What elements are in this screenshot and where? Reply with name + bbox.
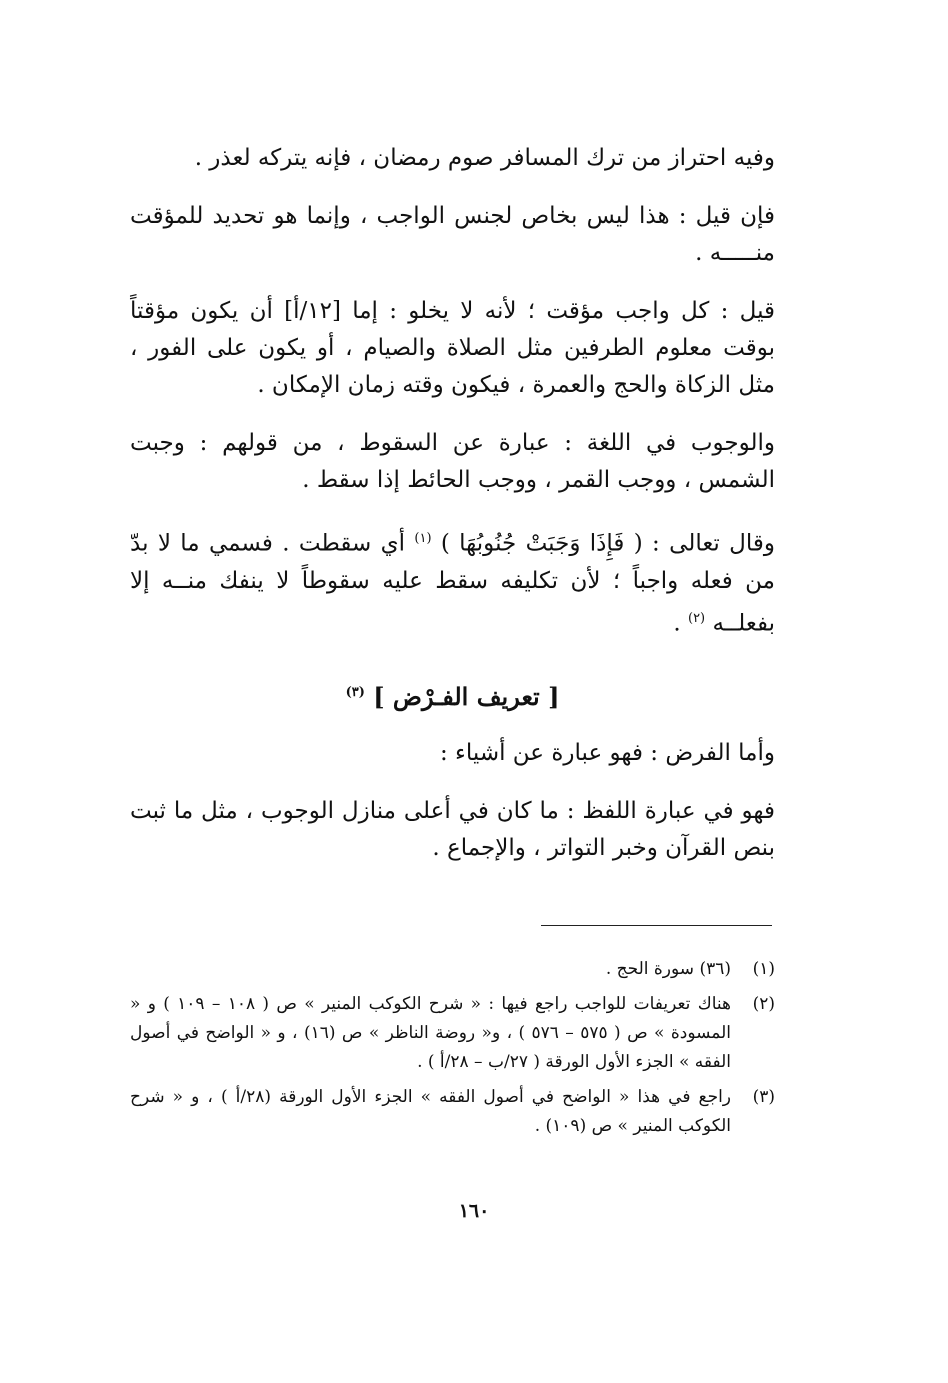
paragraph-2: فإن قيل : هذا ليس بخاص لجنس الواجب ، وإنما هو تحديد للمؤقت منـــــه .	[130, 203, 775, 266]
footnote-3	[130, 1083, 775, 1141]
footnote-1	[130, 955, 775, 984]
page-number: ١٦٠	[458, 1200, 490, 1222]
footnote-text: راجع في هذا « الواضح في أصول الفقه » الجزء الأول الورقة (٢٨/أ ) ، و « شرح الكوكب المنير » ص (١٠٩) .	[130, 1087, 732, 1136]
footnote-2	[130, 990, 775, 1077]
footnote-text: هناك تعريفات للواجب راجع فيها : « شرح الكوكب المنير » ص ( ١٠٨ – ١٠٩ ) و « المسودة » ص ( ٥٧٥ – ٥٧٦ ) ، و« روضة الناظر » ص (١٦) ، و « الواضح في أصول الفقه » الجزء الأول الورقة ( ٢٧/ب – ٢٨/أ ) .	[130, 994, 732, 1072]
footnotes	[130, 955, 775, 1147]
paragraph-1: وفيه احتراز من ترك المسافر صوم رمضان ، فإنه يتركه لعذر .	[194, 145, 775, 171]
footnote-ref-3: (٣)	[345, 685, 365, 701]
page-body	[130, 140, 775, 888]
footnote-separator	[541, 925, 772, 926]
verse-paragraph	[130, 520, 775, 642]
paragraph-3: قيل : كل واجب مؤقت ؛ لأنه لا يخلو : إما [١٢/أ] أن يكون مؤقتاً بوقت معلوم الطرفين مثل الصلاة والصيام ، أو يكون على الفور ، مثل الزكاة والحج والعمرة ، فيكون وقته زمان الإمكان .	[130, 298, 775, 398]
section-heading	[130, 682, 775, 711]
footnote-number: (٢)	[752, 994, 775, 1014]
verse-end: .	[673, 610, 681, 637]
footnote-ref-1: (١)	[414, 531, 432, 546]
footnote-text: (٣٦) سورة الحج .	[605, 959, 731, 979]
paragraph-5: وأما الفرض : فهو عبارة عن أشياء :	[440, 740, 775, 767]
verse-text: وقال تعالى : ( فَإِذَا وَجَبَتْ جُنُوبُهَا )	[440, 530, 775, 557]
paragraph-4: والوجوب في اللغة : عبارة عن السقوط ، من قولهم : وجبت الشمس ، ووجب القمر ، ووجب الحائط إذا سقط .	[130, 430, 775, 493]
paragraph-6: فهو في عبارة اللفظ : ما كان في أعلى منازل الوجوب ، مثل ما ثبت بنص القرآن وخبر التواتر ، والإجماع .	[130, 798, 775, 862]
section-heading-text: [ تعريف الفـرْض ]	[373, 682, 560, 712]
footnote-ref-2: (٢)	[687, 610, 706, 626]
footnote-number: (١)	[752, 959, 775, 979]
footnote-number: (٣)	[752, 1087, 775, 1107]
verse-explanation: أي سقطت . فسمي ما لا بدّ من فعله واجباً ؛ لأن تكليفه سقط عليه سقوطاً لا ينفك منــه إلا بفعلــه	[130, 530, 775, 637]
